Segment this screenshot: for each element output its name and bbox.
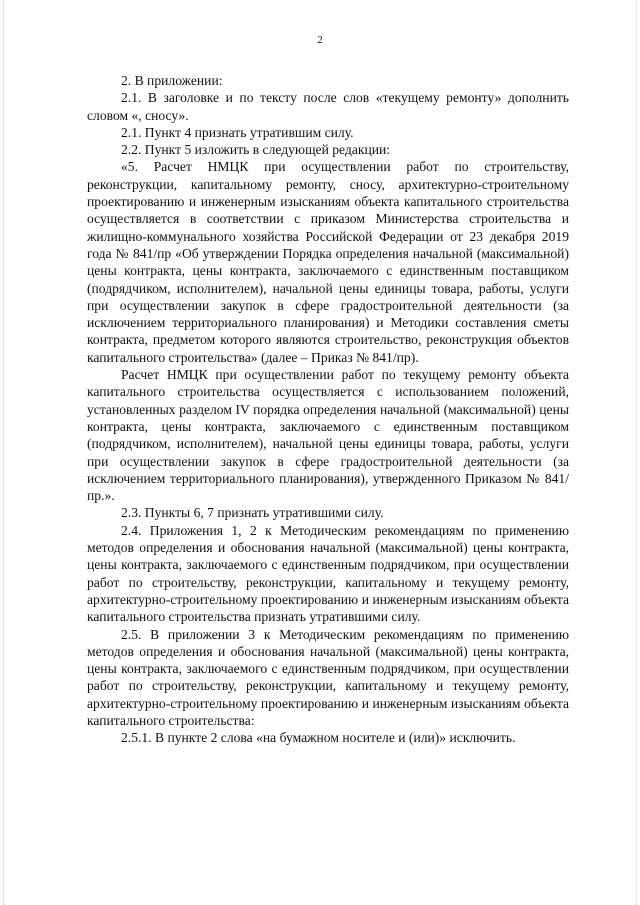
paragraph-item-5-continued: Расчет НМЦК при осуществлении работ по текущему ремонту объекта капитального строительства осуществляется с использованием положений, установленных разделом IV порядка определения начальной (максимальной) цены контракта, цены контракта, заключаемого с единственным поставщиком (подрядчиком, исполнителем), начальной цены единицы товара, работы, услуги при осуществлении закупок в сфере градостроительной деятельности (за исключением территориального планирования), утвержденного Приказом № 841/пр.». xyxy=(87,367,569,504)
paragraph-2-5: 2.5. В приложении 3 к Методическим рекомендациям по применению методов определения и обоснования начальной (максимальной) цены контракта, цены контракта, заключаемого с единственным подрядчиком, при осуществлении работ по строительству, реконструкции, капитальному и текущему ремонту, архитектурно-строительному проектированию и инженерным изысканиям объекта капитального строительства: xyxy=(87,626,569,728)
paragraph-2-3: 2.3. Пункты 6, 7 признать утратившими силу. xyxy=(121,505,384,521)
paragraph-2-heading: 2. В приложении: xyxy=(121,73,223,88)
paragraph-2-2: 2.2. Пункт 5 изложить в следующей редакции: xyxy=(121,142,391,158)
paragraph-item-5: «5. Расчет НМЦК при осуществлении работ по строительству, реконструкции, капитальному ремонту, сносу, архитектурно-строительному проектированию и инженерным изысканиям объекта капитального строительства осуществляется в соответствии с приказом Министерства строительства и жилищно-коммунального хозяйства Российской Федерации от 23 декабря 2019 года № 841/пр «Об утверждении Порядка определения начальной (максимальной) цены контракта, цены контракта, заключаемого с единственным поставщиком (подрядчиком, исполнителем), начальной цены единицы товара, работы, услуги при осуществлении закупок в сфере градостроительной деятельности (за исключением территориального планирования) и Методики составления сметы контракта, предметом которого являются строительство, реконструкция объектов капитального строительства» (далее – Приказ № 841/пр). xyxy=(87,159,569,365)
paragraph-2-4: 2.4. Приложения 1, 2 к Методическим рекомендациям по применению методов определения и обоснования начальной (максимальной) цены контракта, цены контракта, заключаемого с единственным подрядчиком, при осуществлении работ по строительству, реконструкции, капитальному и текущему ремонту, архитектурно-строительному проектированию и инженерным изысканиям объекта капитального строительства признать утратившими силу. xyxy=(87,522,569,625)
document-body xyxy=(87,72,569,747)
scan-edge-left xyxy=(0,0,4,905)
page-number: 2 xyxy=(317,34,323,46)
paragraph-2-1: 2.1. В заголовке и по тексту после слов «текущему ремонту» дополнить словом «, сносу». xyxy=(87,90,569,123)
paragraph-2-1-repeat: 2.1. Пункт 4 признать утратившим силу. xyxy=(121,124,354,140)
paragraph-2-5-1: 2.5.1. В пункте 2 слова «на бумажном носителе и (или)» исключить. xyxy=(121,730,516,746)
scan-edge-right xyxy=(636,0,637,905)
